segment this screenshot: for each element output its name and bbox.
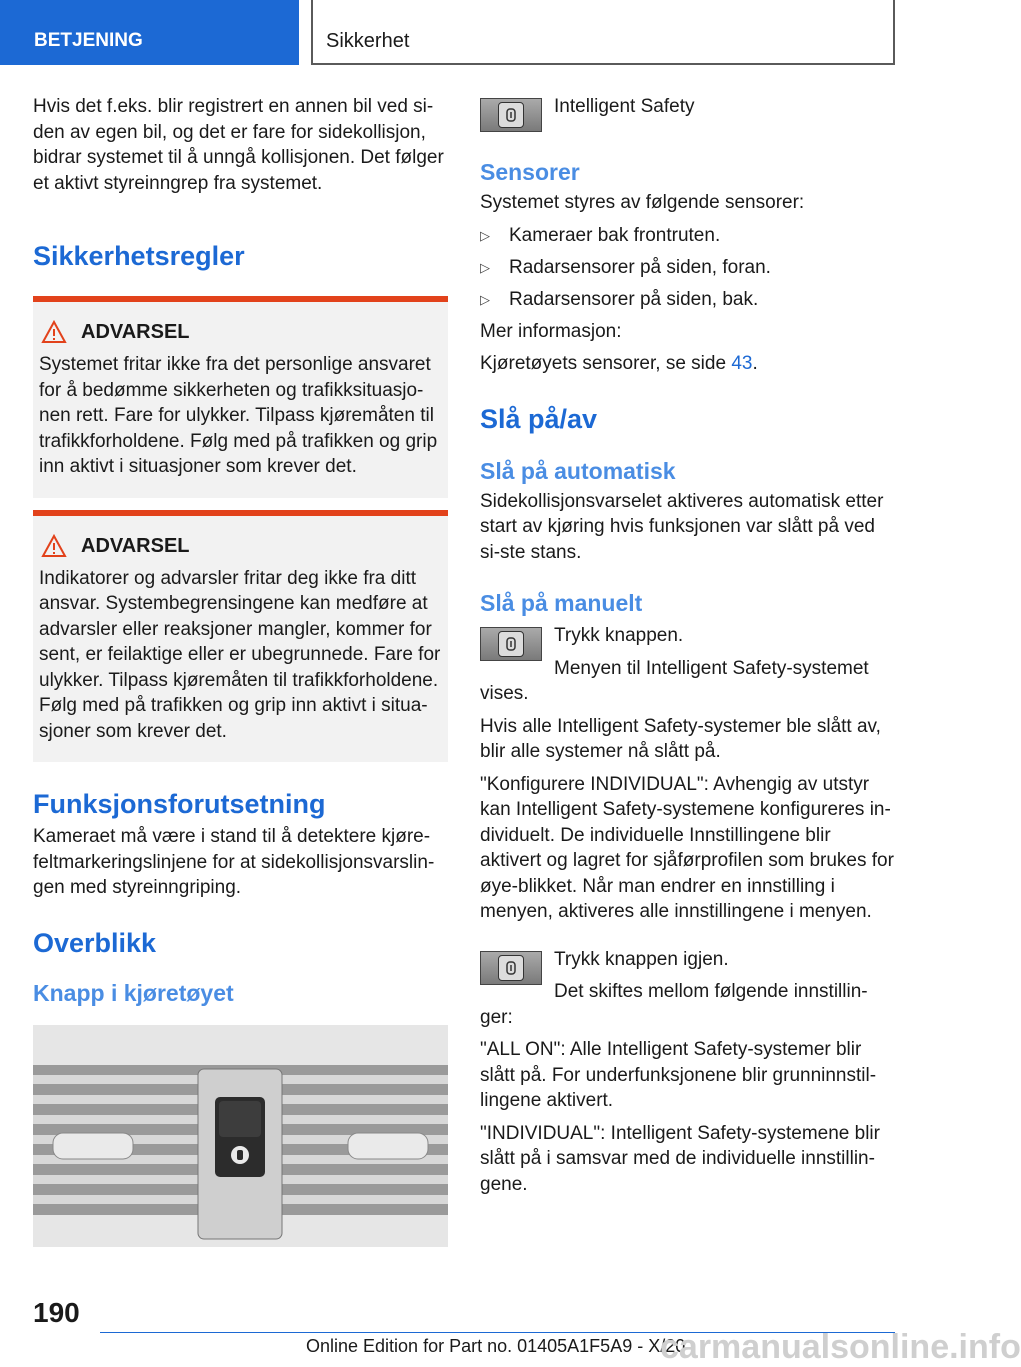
- switch-text: Det skiftes mellom følgende innstillin-: [554, 981, 868, 1002]
- list-item: [480, 223, 896, 249]
- sensor-item-text: Radarsensorer på siden, foran.: [509, 256, 771, 278]
- list-item: [480, 255, 896, 281]
- warning-text-2: Indikatorer og advarsler fritar deg ikke fra ditt ansvar. Systembegrensingene kan medføre at advarsler eller reaksjoner mangler, kommer for sent, er feilaktige eller er ubegrunnede. Fare for ulykker. Tilpass kjøremåten til trafikkforholdene. Følg med på trafikken og grip inn aktivt i situa-sjoner som krever det.: [39, 567, 441, 742]
- sensor-reference-text: Kjøretøyets sensorer, se side: [480, 353, 732, 374]
- menu-shown-continued: vises.: [480, 683, 529, 704]
- triangle-bullet-icon: ▷: [480, 259, 490, 275]
- warning-title-text-1: ADVARSEL: [81, 321, 190, 343]
- press-button-text: Trykk knappen.: [554, 625, 684, 646]
- button-heading: Knapp i kjøretøyet: [33, 979, 234, 1006]
- more-info-label: Mer informasjon:: [480, 320, 622, 342]
- warning-triangle-icon: [41, 534, 67, 558]
- button-reference-row: [480, 94, 896, 132]
- sensors-intro: Systemet styres av følgende sensorer:: [480, 192, 805, 213]
- manual-heading: Slå på manuelt: [480, 590, 643, 616]
- page-link[interactable]: 43: [731, 353, 753, 374]
- press-button-row: [480, 623, 896, 681]
- left-column: [33, 94, 448, 1247]
- intro-paragraph: Hvis det f.eks. blir registrert en annen bil ved si-den av egen bil, og det er fare for sidekollisjon, bidrar systemet til å unngå kollisjonen. Det følger et aktivt styreinngrep fra systemet.: [33, 96, 444, 194]
- prereq-heading: Funksjonsforutsetning: [33, 789, 326, 819]
- section-label: BETJENING: [34, 30, 143, 51]
- sensor-item-text: Radarsensorer på siden, bak.: [509, 288, 759, 310]
- section-tab: [0, 0, 299, 65]
- sensor-reference: [480, 351, 896, 377]
- chapter-label: Sikkerhet: [326, 30, 410, 52]
- chapter-header: [311, 0, 895, 65]
- triangle-bullet-icon: ▷: [480, 291, 490, 307]
- menu-shown-text: Menyen til Intelligent Safety-systemet: [554, 657, 869, 679]
- sensors-heading: Sensorer: [480, 159, 580, 185]
- warning-box-1: [33, 296, 448, 498]
- page-number: 190: [33, 1297, 80, 1328]
- sensor-reference-end: .: [752, 353, 758, 374]
- configure-paragraph: "Konfigurere INDIVIDUAL": Avhengig av utstyr kan Intelligent Safety-systemene konfigureres in-dividuelt. De individuelle Innstillingene blir aktivert og lagret for sjåførprofilen som brukes for øye-blikket. Når man endrer en innstilling i menyen, aktiveres alle innstillingene i menyen.: [480, 773, 894, 922]
- vehicle-button-photo: [33, 1025, 448, 1247]
- press-again-row: [480, 947, 896, 1005]
- warning-title-text-2: ADVARSEL: [81, 534, 190, 557]
- warning-title-2: [39, 534, 442, 558]
- prereq-paragraph: Kameraet må være i stand til å detektere kjøre-feltmarkeringslinjene for at sidekollisjonsvarslin-gen med styreinngriping.: [33, 826, 435, 898]
- onoff-heading: Slå på/av: [480, 403, 598, 434]
- overview-heading: Overblikk: [33, 927, 157, 958]
- right-column: [480, 94, 896, 1197]
- auto-heading: Slå på automatisk: [480, 457, 676, 484]
- warning-box-2: [33, 510, 448, 763]
- individual-paragraph: "INDIVIDUAL": Intelligent Safety-systemene blir slått på i samsvar med de individuelle innstillin-gene.: [480, 1122, 880, 1195]
- sensor-item-text: Kameraer bak frontruten.: [509, 224, 721, 246]
- intelligent-safety-button-icon: [480, 627, 542, 661]
- list-item: [480, 287, 896, 313]
- edition-text: Online Edition for Part no. 01405A1F5A9 - X/20: [306, 1336, 686, 1356]
- press-again-text: Trykk knappen igjen.: [554, 948, 729, 970]
- button-label: Intelligent Safety: [554, 96, 695, 117]
- auto-paragraph: Sidekollisjonsvarselet aktiveres automatisk etter start av kjøring hvis funksjonen var slått på ved si-ste stans.: [480, 490, 884, 563]
- warning-triangle-icon: [41, 320, 67, 344]
- intelligent-safety-button-icon: [480, 98, 542, 132]
- warning-title-1: [39, 320, 442, 344]
- all-off-paragraph: Hvis alle Intelligent Safety-systemer ble slått av, blir alle systemer nå slått på.: [480, 715, 881, 762]
- warning-text-1: Systemet fritar ikke fra det personlige ansvaret for å bedømme sikkerheten og trafikksituasjo-nen rett. Fare for ulykker. Tilpass kjøremåten til trafikkforholdene. Følg med på trafikken og grip inn aktivt i situasjoner som krever det.: [39, 354, 438, 477]
- intelligent-safety-button-icon: [480, 951, 542, 985]
- switch-continued: ger:: [480, 1006, 513, 1028]
- all-on-paragraph: "ALL ON": Alle Intelligent Safety-systemer blir slått på. For underfunksjonene blir grunninnstil-lingene aktivert.: [480, 1039, 877, 1111]
- safety-heading: Sikkerhetsregler: [33, 241, 245, 271]
- triangle-bullet-icon: ▷: [480, 227, 490, 243]
- watermark: carmanualsonline.info: [660, 1328, 1021, 1366]
- air-vent-illustration: [33, 1025, 448, 1247]
- sensor-list: [480, 223, 896, 313]
